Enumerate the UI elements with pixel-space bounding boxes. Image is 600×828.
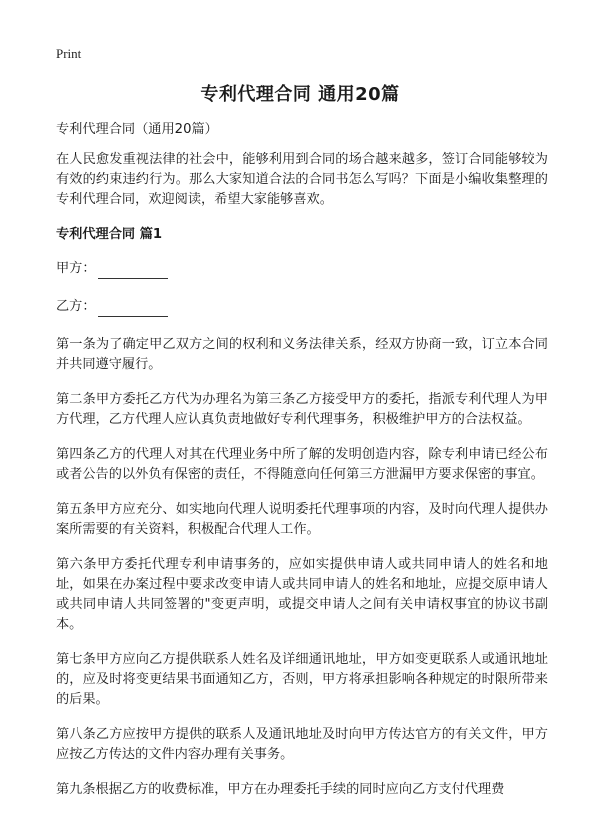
document-subtitle: 专利代理合同（通用20篇） bbox=[56, 122, 218, 137]
party-a-label: 甲方： bbox=[56, 261, 96, 276]
page-title: 专利代理合同 通用20篇 bbox=[200, 84, 400, 105]
party-b-label: 乙方： bbox=[56, 299, 96, 314]
article-paragraph: 第九条根据乙方的收费标准，甲方在办理委托手续的同时应向乙方支付代理费 bbox=[56, 782, 505, 797]
party-a-field bbox=[56, 259, 548, 279]
party-b-field bbox=[56, 297, 548, 317]
document-body bbox=[56, 120, 548, 815]
article-paragraph: 第四条乙方的代理人对其在代理业务中所了解的发明创造内容，除专利申请已经公布或者公告的以外负有保密的责任，不得随意向任何第三方泄漏甲方要求保密的事宜。 bbox=[56, 447, 548, 482]
article-paragraph: 第一条为了确定甲乙双方之间的权利和义务法律关系，经双方协商一致，订立本合同并共同遵守履行。 bbox=[56, 337, 548, 372]
party-a-blank bbox=[98, 264, 168, 279]
article-paragraph: 第八条乙方应按甲方提供的联系人及通讯地址及时向甲方传达官方的有关文件，甲方应按乙方传达的文件内容办理有关事务。 bbox=[56, 727, 548, 762]
section-heading: 专利代理合同 篇1 bbox=[56, 227, 163, 242]
article-paragraph: 第二条甲方委托乙方代为办理名为第三条乙方接受甲方的委托，指派专利代理人为甲方代理，乙方代理人应认真负责地做好专利代理事务，积极维护甲方的合法权益。 bbox=[56, 392, 548, 427]
intro-paragraph: 在人民愈发重视法律的社会中，能够利用到合同的场合越来越多，签订合同能够较为有效的约束违约行为。那么大家知道合法的合同书怎么写吗？下面是小编收集整理的专利代理合同，欢迎阅读，希望大家能够喜欢。 bbox=[56, 152, 548, 207]
article-paragraph: 第六条甲方委托代理专利申请事务的，应如实提供申请人或共同申请人的姓名和地址，如果在办案过程中要求改变申请人或共同申请人的姓名和地址，应提交原申请人或共同申请人共同签署的"变更声明，或提交申请人之间有关申请权事宜的协议书副本。 bbox=[56, 557, 548, 632]
article-paragraph: 第七条甲方应向乙方提供联系人姓名及详细通讯地址，甲方如变更联系人或通讯地址的，应及时将变更结果书面通知乙方，否则，甲方将承担影响各种规定的时限所带来的后果。 bbox=[56, 652, 548, 707]
article-paragraph: 第五条甲方应充分、如实地向代理人说明委托代理事项的内容，及时向代理人提供办案所需要的有关资料，积极配合代理人工作。 bbox=[56, 502, 548, 537]
party-b-blank bbox=[98, 302, 168, 317]
print-link[interactable]: Print bbox=[56, 46, 82, 61]
